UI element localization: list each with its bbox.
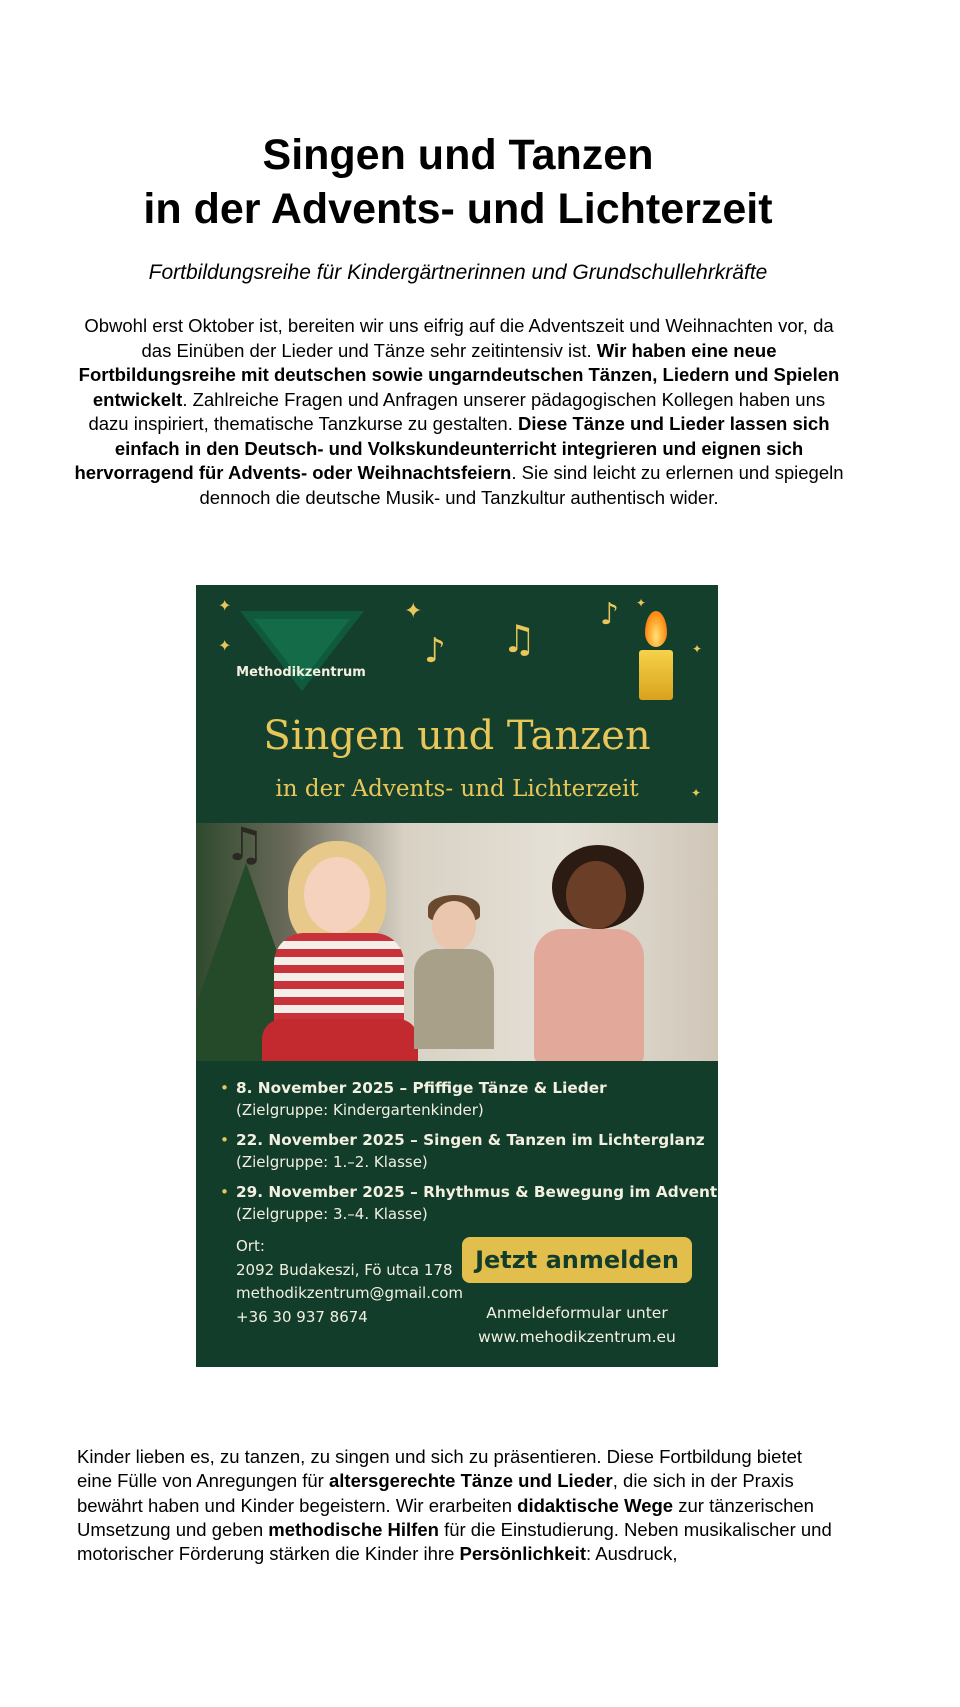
address: 2092 Budakeszi, Fö utca 178 [236, 1260, 453, 1279]
intro-text-3: . Sie sind leicht zu erlernen und spiegeln dennoch die deutsche Musik- und Tanzkultur authentisch wider. [199, 462, 844, 508]
bullet-icon: • [220, 1079, 230, 1097]
child-2-face [432, 901, 476, 951]
intro-bold-2: Diese Tänze und Lieder lassen sich einfach in den Deutsch- und Volkskundeunterricht integrieren und eignen sich hervorragend für Advents- oder Weihnachtsfeiern [74, 413, 830, 483]
event-target-group: (Zielgruppe: 1.–2. Klasse) [236, 1153, 428, 1171]
star-icon: ✦ [404, 598, 423, 623]
intro-paragraph [74, 314, 844, 510]
child-1-striped-shirt [274, 933, 404, 1023]
body-text-3: zur tänzerischen Umsetzung und geben [77, 1494, 814, 1540]
body-bold-3: methodische Hilfen [268, 1518, 439, 1540]
intro-text-1: Obwohl erst Oktober ist, bereiten wir uns eifrig auf die Adventszeit und Weihnachten vor, da das Einüben der Lieder und Tänze sehr zeitintensiv ist. [84, 315, 834, 361]
child-3-dress [534, 929, 644, 1061]
music-note-icon: ♫ [224, 823, 266, 871]
event-date-title: 8. November 2025 – Pfiffige Tänze & Lieder [236, 1079, 607, 1097]
event-date-title: 22. November 2025 – Singen & Tanzen im Lichterglanz [236, 1131, 705, 1149]
body-bold-4: Persönlichkeit [459, 1543, 586, 1565]
star-icon: ✦ [218, 598, 232, 615]
star-icon: ✦ [692, 642, 703, 656]
bullet-icon: • [220, 1131, 230, 1149]
body-text-4: für die Einstudierung. Neben musikalischer und motorischer Förderung stärken die Kinder ihre [77, 1518, 832, 1565]
flyer-title: Singen und Tanzen [263, 713, 651, 759]
intro-text-2: . Zahlreiche Fragen und Anfragen unserer pädagogischen Kollegen haben uns dazu inspiriert, thematische Tanzkurse zu gestalten. [88, 388, 826, 434]
event-target-group: (Zielgruppe: Kindergartenkinder) [236, 1101, 484, 1119]
event-item [220, 1129, 716, 1173]
candle-icon [639, 650, 673, 700]
body-text-2: , die sich in der Praxis bewährt haben und Kinder begeistern. Wir erarbeiten [77, 1470, 794, 1516]
registration-note-text: Anmeldeformular unter [486, 1304, 668, 1322]
body-text-1: Kinder lieben es, zu tanzen, zu singen und sich zu präsentieren. Diese Fortbildung bietet eine Fülle von Anregungen für [77, 1446, 803, 1492]
event-item [220, 1077, 716, 1121]
candle-flame-icon [645, 611, 667, 647]
child-1-skirt [262, 1019, 418, 1061]
body-paragraph [77, 1445, 837, 1566]
phone-number[interactable]: +36 30 937 8674 [236, 1307, 368, 1326]
child-3-face [566, 861, 626, 929]
child-2-body [414, 949, 494, 1049]
page-title-line-2: in der Advents- und Lichterzeit [143, 185, 773, 233]
page-title [0, 128, 916, 236]
page-title-line-1: Singen und Tanzen [262, 131, 654, 179]
event-flyer [196, 585, 718, 1367]
event-target-group: (Zielgruppe: 3.–4. Klasse) [236, 1205, 428, 1223]
register-button[interactable]: Jetzt anmelden [462, 1237, 692, 1283]
star-icon: ✦ [218, 638, 232, 655]
child-1-face [304, 857, 370, 933]
music-note-icon: ♪ [600, 597, 620, 632]
children-dancing-photo [196, 823, 718, 1061]
email-link[interactable]: methodikzentrum@gmail.com [236, 1284, 464, 1302]
registration-note [446, 1301, 708, 1349]
registration-url-link[interactable]: www.mehodikzentrum.eu [478, 1328, 676, 1346]
page-subtitle: Fortbildungsreihe für Kindergärtnerinnen und Grundschullehrkräfte [148, 261, 768, 284]
body-bold-1: altersgerechte Tänze und Lieder [328, 1470, 613, 1492]
music-notes-icon: ♫ [502, 617, 537, 661]
body-bold-2: didaktische Wege [517, 1494, 674, 1516]
flyer-subtitle: in der Advents- und Lichterzeit [275, 776, 639, 802]
event-item [220, 1181, 718, 1225]
brand-name: Methodikzentrum [236, 665, 366, 680]
star-icon: ✦ [691, 786, 702, 800]
body-text-5: : Ausdruck, [585, 1543, 678, 1565]
event-date-title: 29. November 2025 – Rhythmus & Bewegung im Advent [236, 1183, 718, 1201]
music-note-icon: ♪ [424, 631, 446, 671]
intro-bold-1: Wir haben eine neue Fortbildungsreihe mit deutschen sowie ungarndeutschen Tänzen, Liedern und Spielen entwickelt [78, 339, 840, 410]
bullet-icon: • [220, 1183, 230, 1201]
location-label: Ort: [236, 1237, 265, 1255]
star-icon: ✦ [636, 596, 647, 610]
